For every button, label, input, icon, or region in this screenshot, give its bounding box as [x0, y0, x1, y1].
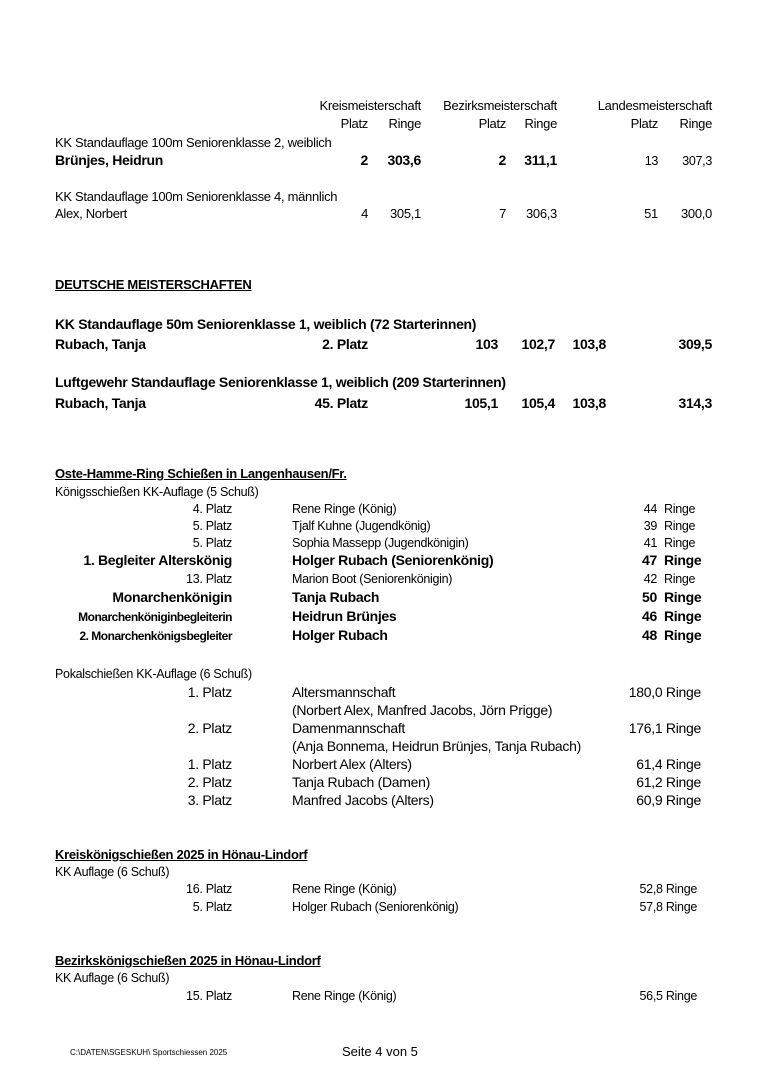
score: 50 [642, 589, 657, 605]
dm-serie-2: 105,4 [521, 395, 555, 411]
section-title-deutsche-meisterschaften: DEUTSCHE MEISTERSCHAFTEN [55, 277, 252, 292]
shooter-name: Brünjes, Heidrun [55, 152, 163, 168]
dm-total: 309,5 [678, 336, 712, 352]
bezirk-platz: 7 [499, 206, 506, 221]
header-bezirk-ringe: Ringe [524, 116, 557, 131]
score: 42 [643, 572, 657, 586]
dm-serie-3: 103,8 [572, 336, 606, 352]
score: 61,2 Ringe [636, 774, 701, 790]
bezirk-platz: 2 [498, 152, 506, 168]
name: Holger Rubach (Seniorenkönig) [292, 552, 494, 568]
place: 1. Platz [187, 684, 232, 700]
unit: Ringe [664, 552, 702, 568]
name: Sophia Massepp (Jugendkönigin) [292, 536, 469, 550]
place: 15. Platz [186, 989, 232, 1003]
subsection-pokalschiessen: Pokalschießen KK-Auflage (6 Schuß) [55, 667, 252, 681]
kreis-platz: 4 [361, 206, 368, 221]
name: Norbert Alex (Alters) [292, 756, 412, 772]
dm-platz: 45. Platz [314, 395, 368, 411]
unit: Ringe [664, 536, 696, 550]
unit: Ringe [664, 502, 696, 516]
score: 56,5 Ringe [639, 989, 697, 1003]
score: 46 [642, 608, 657, 624]
bezirk-ringe: 306,3 [525, 206, 557, 221]
place: 2. Platz [187, 774, 232, 790]
name: Manfred Jacobs (Alters) [292, 792, 434, 808]
place: 5. Platz [192, 536, 232, 550]
team-members: (Norbert Alex, Manfred Jacobs, Jörn Prigge) [292, 702, 553, 718]
place: Monarchenkönigin [112, 589, 232, 605]
place: 1. Begleiter Alterskönig [83, 552, 232, 568]
subsection-kk-auflage: KK Auflage (6 Schuß) [55, 865, 170, 879]
name: Tanja Rubach [292, 589, 380, 605]
dm-serie-1: 103 [475, 336, 498, 352]
place: 16. Platz [186, 882, 232, 896]
discipline-label: Luftgewehr Standauflage Seniorenklasse 1, weiblich (209 Starterinnen) [55, 374, 506, 390]
place: 4. Platz [192, 502, 232, 516]
score: 180,0 Ringe [628, 684, 701, 700]
name: Tanja Rubach (Damen) [292, 774, 430, 790]
subsection-kk-auflage: KK Auflage (6 Schuß) [55, 971, 170, 985]
name: Holger Rubach [292, 627, 388, 643]
score: 44 [643, 502, 657, 516]
dm-serie-3: 103,8 [572, 395, 606, 411]
section-title-bezirkskoenigschiessen: Bezirkskönigschießen 2025 in Hönau-Lindorf [55, 953, 321, 968]
header-bezirk-platz: Platz [478, 116, 506, 131]
unit: Ringe [664, 519, 696, 533]
section-title-oste-hamme-ring: Oste-Hamme-Ring Schießen in Langenhausen/Fr. [55, 466, 347, 481]
landes-platz: 13 [644, 154, 658, 168]
bezirk-ringe: 311,1 [524, 152, 557, 168]
header-kreismeisterschaft: Kreismeisterschaft [319, 98, 421, 113]
score: 61,4 Ringe [636, 756, 701, 772]
score: 41 [643, 536, 657, 550]
landes-ringe: 300,0 [680, 206, 712, 221]
dm-total: 314,3 [678, 395, 712, 411]
name: Rene Ringe (König) [292, 989, 397, 1003]
score: 60,9 Ringe [636, 792, 701, 808]
landes-ringe: 307,3 [682, 154, 712, 168]
place: 13. Platz [186, 572, 232, 586]
header-kreis-platz: Platz [340, 116, 368, 131]
header-bezirksmeisterschaft: Bezirksmeisterschaft [443, 98, 557, 113]
name: Heidrun Brünjes [292, 608, 397, 624]
name: Altersmannschaft [292, 684, 396, 700]
score: 52,8 Ringe [639, 882, 697, 896]
place: 3. Platz [187, 792, 232, 808]
place: 5. Platz [192, 900, 232, 914]
score: 48 [642, 627, 657, 643]
place: 5. Platz [192, 519, 232, 533]
name: Rene Ringe (König) [292, 502, 397, 516]
section-title-kreiskoenigschiessen: Kreiskönigschießen 2025 in Hönau-Lindorf [55, 847, 308, 862]
place: 2. Platz [187, 720, 232, 736]
place: 1. Platz [187, 756, 232, 772]
shooter-name: Rubach, Tanja [55, 395, 146, 411]
discipline-label: KK Standauflage 50m Seniorenklasse 1, weiblich (72 Starterinnen) [55, 316, 477, 332]
header-landesmeisterschaft: Landesmeisterschaft [597, 98, 712, 113]
kreis-ringe: 305,1 [389, 206, 421, 221]
footer-page-number: Seite 4 von 5 [342, 1044, 418, 1059]
kreis-platz: 2 [360, 152, 368, 168]
footer-file-path: C:\DATEN\SGESKUH\ Sportschiessen 2025 [70, 1048, 228, 1057]
subsection-koenigsschiessen: Königsschießen KK-Auflage (5 Schuß) [55, 485, 259, 499]
name: Damenmannschaft [292, 720, 406, 736]
discipline-label: KK Standauflage 100m Seniorenklasse 4, männlich [55, 189, 338, 204]
score: 57,8 Ringe [639, 900, 697, 914]
header-landes-platz: Platz [630, 116, 658, 131]
dm-platz: 2. Platz [322, 336, 368, 352]
unit: Ringe [664, 589, 702, 605]
header-kreis-ringe: Ringe [388, 116, 421, 131]
score: 176,1 Ringe [628, 720, 701, 736]
place: 2. Monarchenkönigsbegleiter [79, 629, 232, 643]
score: 47 [642, 552, 657, 568]
kreis-ringe: 303,6 [387, 152, 421, 168]
shooter-name: Rubach, Tanja [55, 336, 146, 352]
shooter-name: Alex, Norbert [55, 206, 127, 221]
dm-serie-1: 105,1 [464, 395, 498, 411]
landes-platz: 51 [644, 206, 658, 221]
name: Rene Ringe (König) [292, 882, 397, 896]
name: Marion Boot (Seniorenkönigin) [292, 572, 453, 586]
header-landes-ringe: Ringe [679, 116, 712, 131]
team-members: (Anja Bonnema, Heidrun Brünjes, Tanja Rubach) [292, 738, 581, 754]
unit: Ringe [664, 572, 696, 586]
place: Monarchenköniginbegleiterin [78, 610, 232, 624]
name: Tjalf Kuhne (Jugendkönig) [292, 519, 431, 533]
score: 39 [643, 519, 657, 533]
unit: Ringe [664, 608, 702, 624]
unit: Ringe [664, 627, 702, 643]
discipline-label: KK Standauflage 100m Seniorenklasse 2, weiblich [55, 135, 332, 150]
name: Holger Rubach (Seniorenkönig) [292, 900, 459, 914]
dm-serie-2: 102,7 [521, 336, 555, 352]
